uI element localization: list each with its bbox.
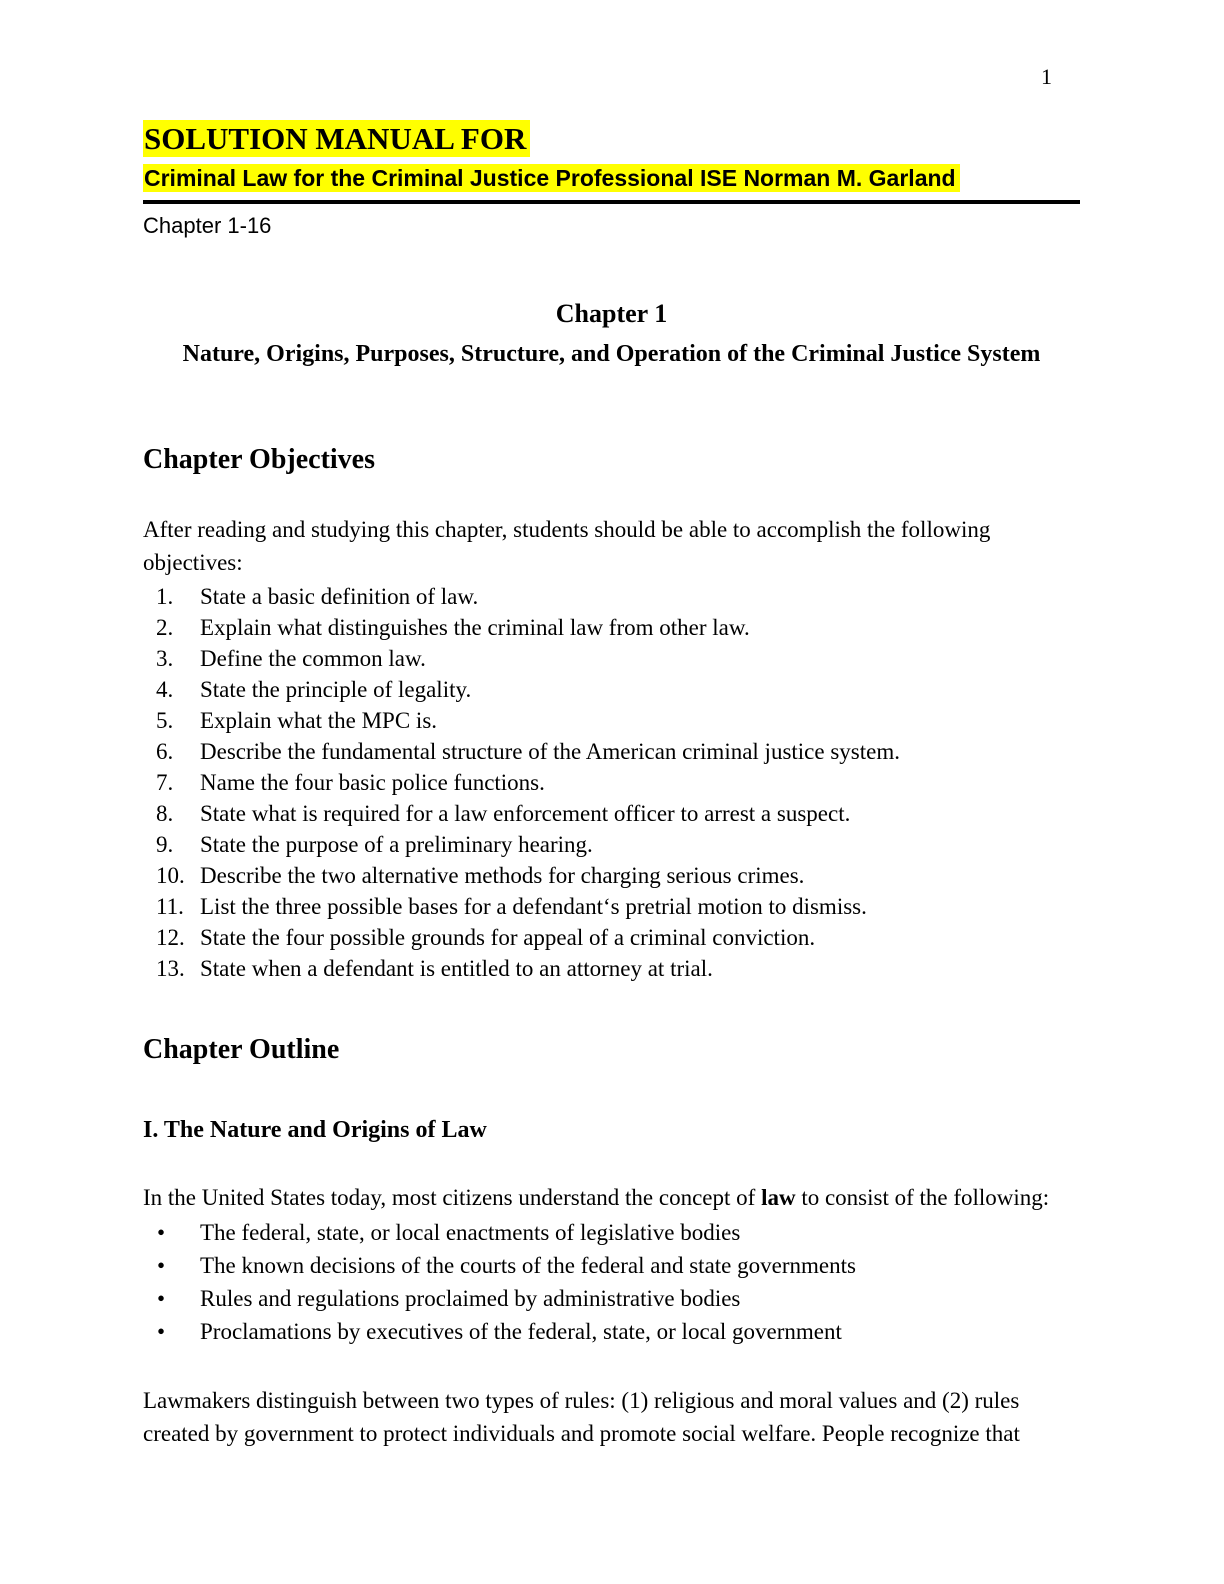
main-title	[143, 120, 1080, 159]
objective-item: Explain what distinguishes the criminal law from other law.	[200, 614, 750, 640]
document-header	[143, 120, 1080, 239]
objective-item: Explain what the MPC is.	[200, 707, 438, 733]
outline-intro-bold-term: law	[761, 1184, 796, 1210]
outline-intro-prefix: In the United States today, most citizens understand the concept of	[143, 1184, 762, 1210]
objective-item: Define the common law.	[200, 645, 426, 671]
list-item: • The known decisions of the courts of the federal and state governments	[143, 1249, 1080, 1282]
chapter-range: Chapter 1-16	[143, 212, 272, 238]
page-number: 1	[1041, 64, 1052, 89]
chapter-heading-block	[143, 297, 1080, 370]
objectives-intro: After reading and studying this chapter, students should be able to accomplish the following objectives:	[143, 516, 991, 575]
objectives-list	[143, 581, 1080, 984]
law-concepts-list	[143, 1216, 1080, 1348]
objective-item: State the principle of legality.	[200, 676, 472, 702]
objective-item: Name the four basic police functions.	[200, 769, 545, 795]
objective-item: State the purpose of a preliminary hearing.	[200, 831, 593, 857]
outline-section-heading: I. The Nature and Origins of Law	[143, 1116, 487, 1143]
objective-item: Describe the two alternative methods for charging serious crimes.	[200, 862, 805, 888]
outline-intro-suffix: to consist of the following:	[795, 1184, 1050, 1210]
chapter-title: Chapter 1	[555, 299, 668, 328]
objective-item: State a basic definition of law.	[200, 583, 479, 609]
header-subtitle-text: Criminal Law for the Criminal Justice Professional ISE Norman M. Garland	[143, 164, 960, 192]
objectives-heading: Chapter Objectives	[143, 443, 375, 475]
list-item: • The federal, state, or local enactments of legislative bodies	[143, 1216, 1080, 1249]
objective-item: List the three possible bases for a defendant‘s pretrial motion to dismiss.	[200, 893, 867, 919]
header-divider	[143, 200, 1080, 204]
objective-item: State when a defendant is entitled to an attorney at trial.	[200, 955, 713, 981]
objective-item: State the four possible grounds for appeal of a criminal conviction.	[200, 924, 816, 950]
closing-paragraph: Lawmakers distinguish between two types of rules: (1) religious and moral values and (2) rules created by government to protect individuals and promote social welfare. People recognize that	[143, 1387, 1020, 1446]
outline-intro	[143, 1181, 1080, 1214]
outline-heading: Chapter Outline	[143, 1033, 340, 1065]
objective-item: Describe the fundamental structure of the American criminal justice system.	[200, 738, 900, 764]
list-item: • Proclamations by executives of the federal, state, or local government	[143, 1315, 1080, 1348]
list-item: • Rules and regulations proclaimed by administrative bodies	[143, 1282, 1080, 1315]
objective-item: State what is required for a law enforcement officer to arrest a suspect.	[200, 800, 851, 826]
header-subtitle	[143, 164, 1080, 193]
chapter-subtitle: Nature, Origins, Purposes, Structure, and Operation of the Criminal Justice System	[182, 340, 1041, 367]
main-title-text: SOLUTION MANUAL FOR	[143, 120, 530, 157]
